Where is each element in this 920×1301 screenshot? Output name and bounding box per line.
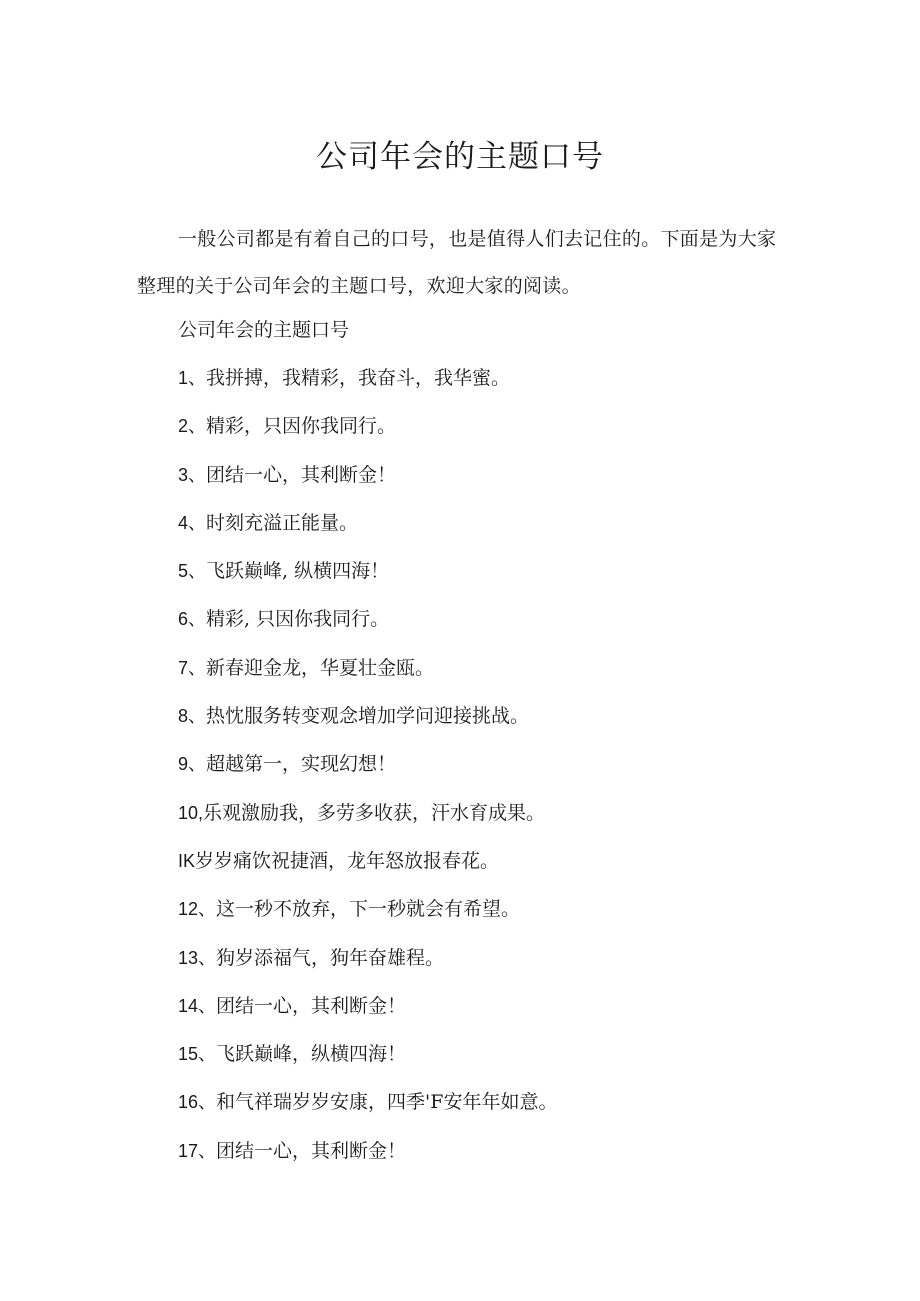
list-item-text: 飞跃巅峰，纵横四海！ [216,1043,407,1066]
list-item-number: 2、 [178,416,207,437]
intro-paragraph: 一般公司都是有着自己的口号，也是值得人们去记住的。下面是为大家整理的关于公司年会的主题口号，欢迎大家的阅读。 [137,228,777,297]
list-item-number: 4、 [178,512,207,533]
list-item [178,455,557,503]
list-item-text: 精彩，只因你我同行。 [206,415,397,438]
list-item-number: 14、 [178,995,217,1016]
list-item [178,406,557,454]
list-item [178,938,557,986]
list-item [178,1034,557,1082]
list-item-text: 岁岁痛饮祝捷酒，龙年怒放报春花。 [195,849,500,872]
list-item-number: 12、 [178,899,217,920]
list-item-text: 乐观激励我，多劳多收获，汗水育成果。 [203,801,546,824]
list-item-text: 时刻充溢正能量。 [206,511,359,534]
list-item-number: 5、 [178,561,207,582]
list-item-number: 13、 [178,947,217,968]
list-item-number: 3、 [178,464,207,485]
list-item-text: 超越第一，实现幻想！ [206,753,397,776]
list-item-text: 团结一心，其利断金！ [206,463,397,486]
slogan-list [178,358,557,1179]
list-item-text: 热忱服务转变观念增加学问迎接挑战。 [206,705,530,728]
list-item [178,599,557,647]
list-item [178,889,557,937]
list-item-text: 新春迎金龙，华夏壮金瓯。 [206,656,435,679]
list-item [178,1131,557,1179]
list-item-text: 狗岁添福气，狗年奋雄程。 [216,946,445,969]
list-item [178,358,557,406]
list-item [178,793,557,841]
list-item-number: 6、 [178,609,207,630]
list-item-text: 和气祥瑞岁岁安康，四季'F安年年如意。 [216,1091,558,1114]
list-item-number: 16、 [178,1092,217,1113]
list-item [178,551,557,599]
list-item-number: 17、 [178,1140,217,1161]
page-title: 公司年会的主题口号 [316,139,604,175]
list-item [178,744,557,792]
list-item-text: 精彩, 只因你我同行。 [206,608,390,631]
list-item-number: 15、 [178,1044,217,1065]
list-item-text: 飞跃巅峰, 纵横四海！ [206,560,390,583]
list-item-number: 10, [178,802,204,823]
list-item-number: 7、 [178,657,207,678]
list-item-text: 这一秒不放弃，下一秒就会有希望。 [216,898,521,921]
list-item-number: 8、 [178,706,207,727]
list-item-number: 9、 [178,754,207,775]
list-item-text: 我拼搏，我精彩，我奋斗，我华蜜。 [206,367,511,389]
list-item [178,648,557,696]
list-item [178,1082,557,1130]
list-item-number: 1、 [178,368,207,388]
list-item-text: 团结一心，其利断金！ [216,994,407,1017]
list-item [178,696,557,744]
list-item [178,503,557,551]
list-item [178,986,557,1034]
list-item-number: IK [178,850,196,871]
list-item [178,841,557,889]
section-heading: 公司年会的主题口号 [178,319,350,341]
list-item-text: 团结一心，其利断金！ [216,1139,407,1162]
